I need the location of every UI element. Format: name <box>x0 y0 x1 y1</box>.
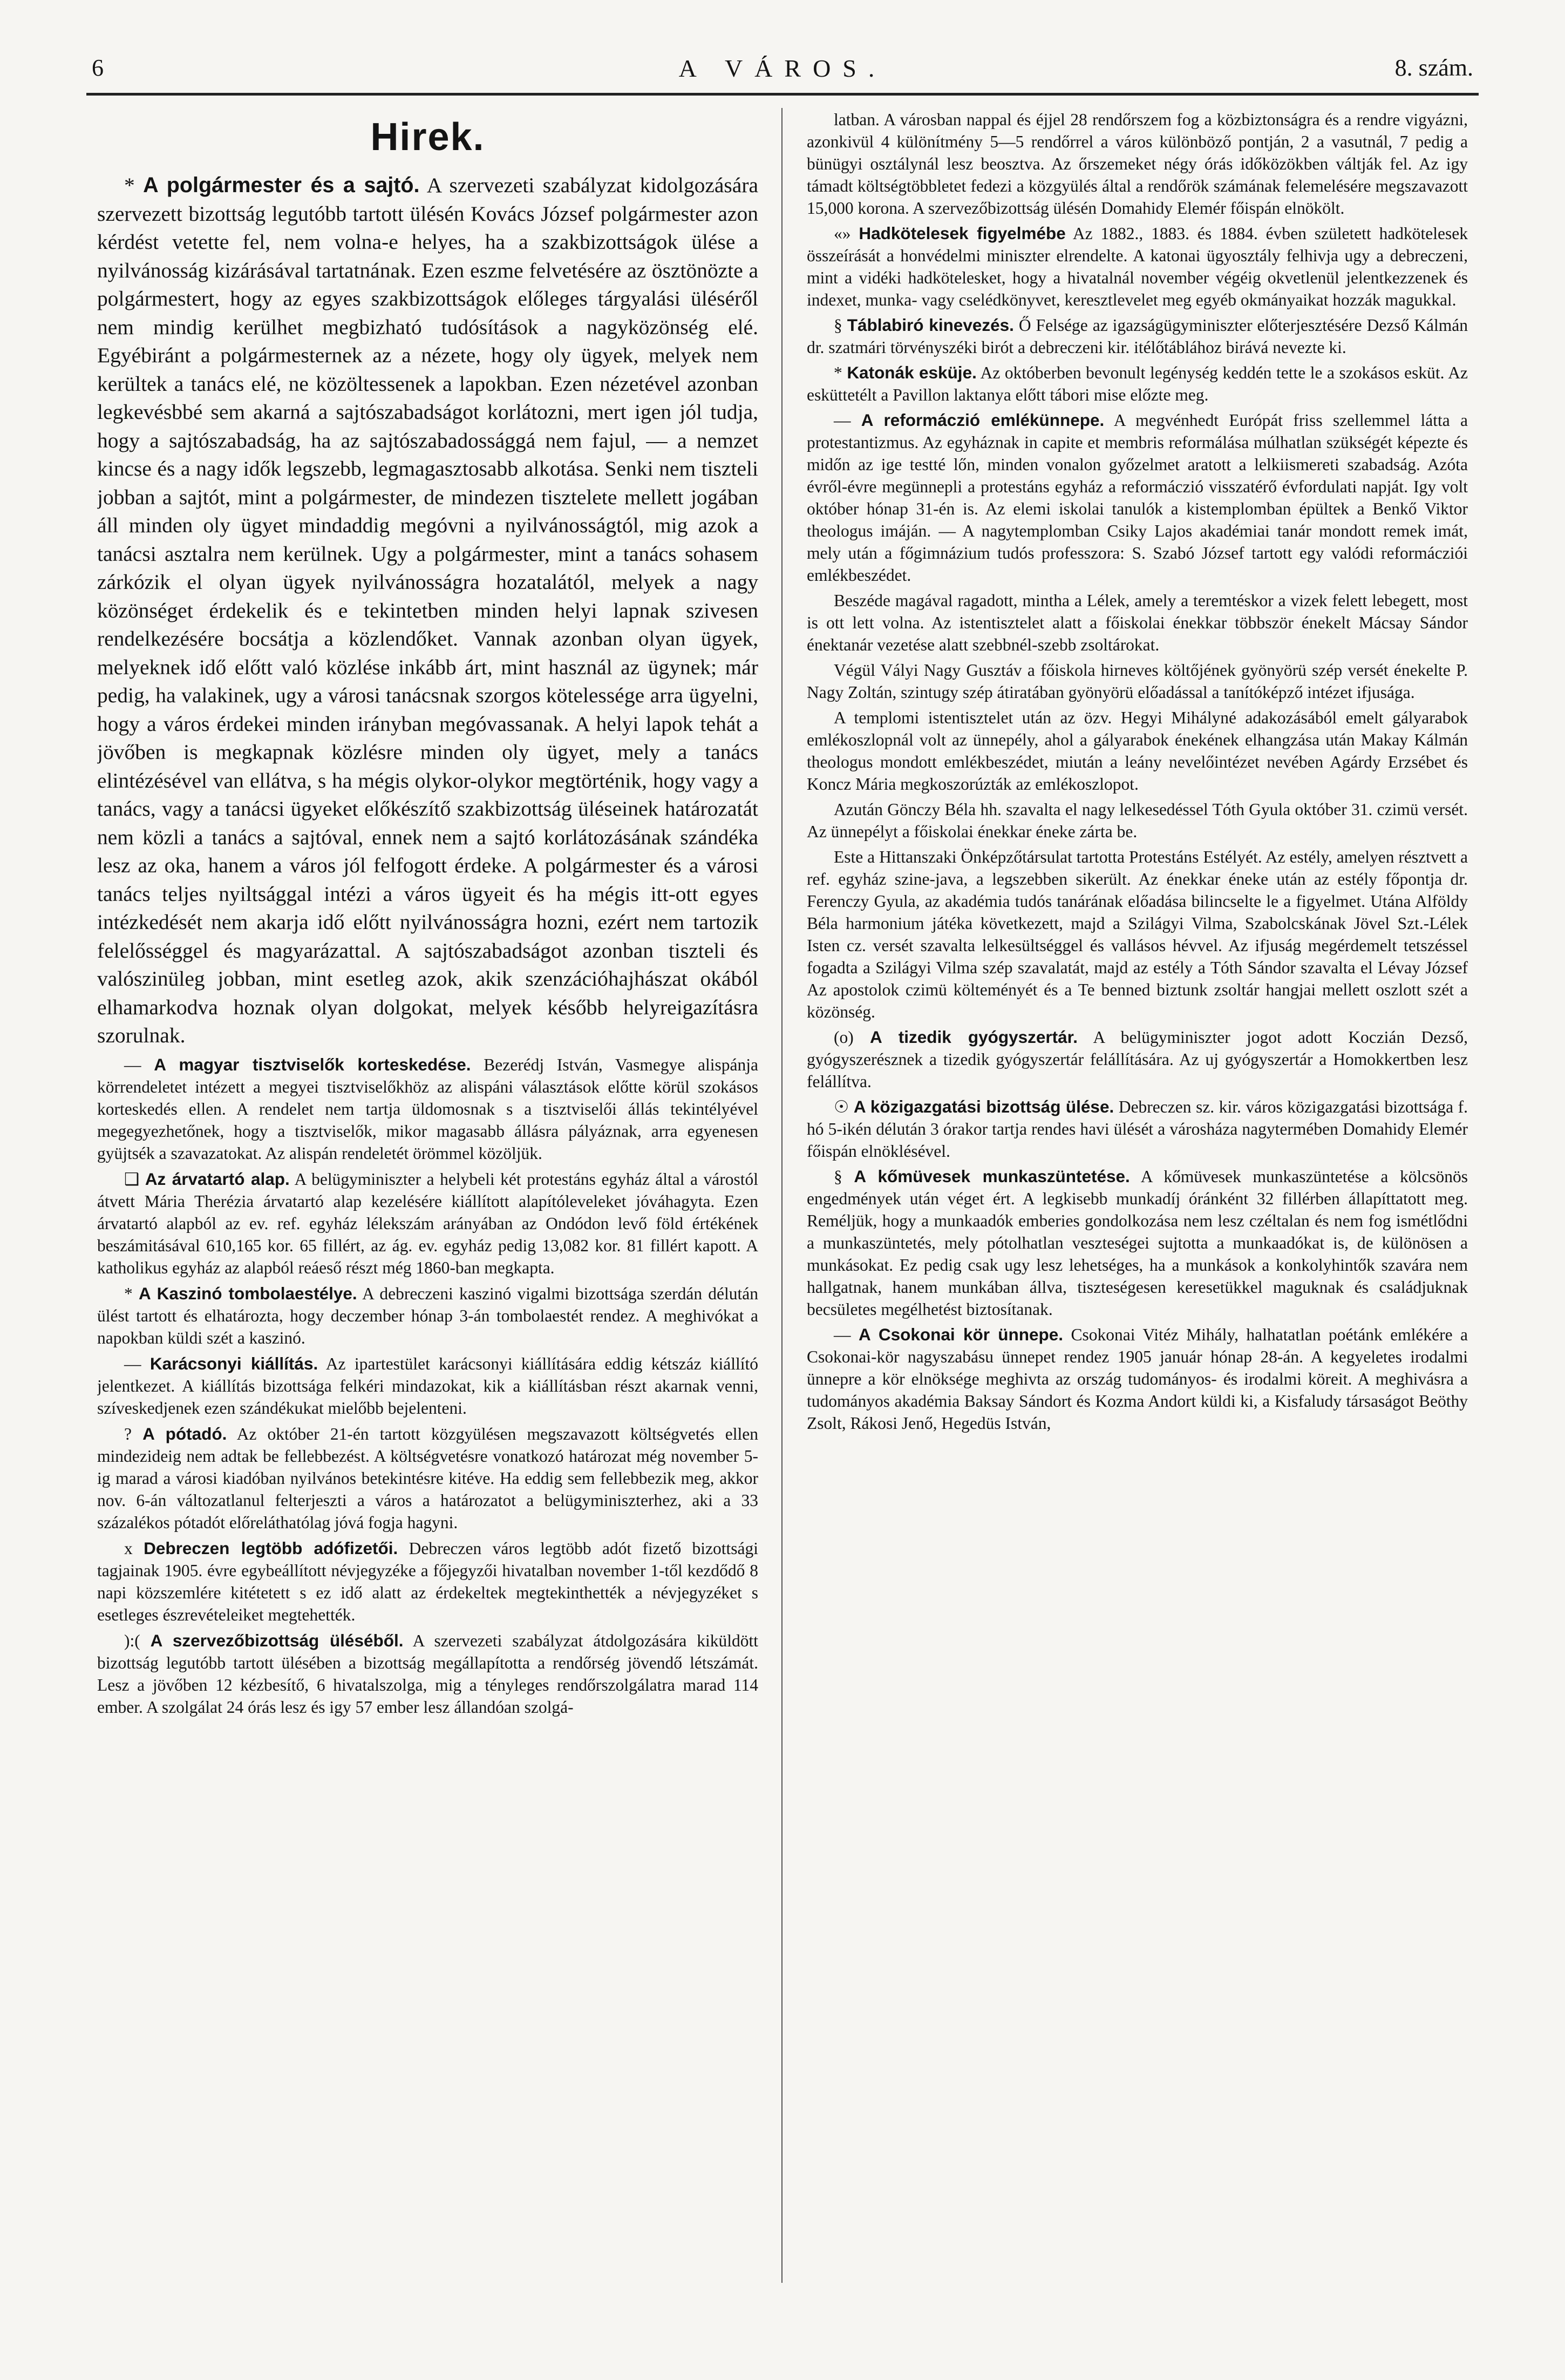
news-item <box>807 222 1468 311</box>
item-text: Debreczen sz. kir. város közigazgatási bizottsága f. hó 5-ikén délután 3 órakor tartja rendes havi ülését a városháza nagytermében Domahidy Elemér főispán elnöklésével. <box>807 1097 1468 1161</box>
item-title: A kőmüvesek munkaszüntetése. <box>854 1167 1130 1186</box>
item-mark: ):( <box>124 1631 140 1650</box>
news-item <box>807 409 1468 586</box>
left-column <box>97 105 758 2283</box>
news-item <box>97 1423 758 1534</box>
item-mark: ☉ <box>834 1097 849 1116</box>
item-text: Az ipartestület karácsonyi kiállítására eddig kétszáz kiállító jelentkezet. A kiállítás bizottsága felkéri mindazokat, kik a kiállításban részt akarnak venni, szíveskedjenek ezen szándékukat mielőbb bejelenteni. <box>97 1354 758 1418</box>
news-item <box>807 362 1468 406</box>
item-text: A szervezeti szabályzat kidolgozására szervezett bizottság legutóbb tartott ülésén Kovács József polgármester azon kérdést vetette fel, nem volna-e helyes, ha a szakbizottságok ülése a nyilvánosság kizárásával tartatnának. Ezen eszme felvetésére az ösztönözte a polgármestert, hogy az egyes szakbizottságok előleges tárgyalási üléséről nem mindig kerülhet megbizható tudósítások a nagyközönség elé. Egyébiránt a polgármesternek az a nézete, hogy oly ügyek, melyek nem kerültek a tanács elé, ne közöltessenek a lapokban. Ezen nézetével azonban legkevésbbé sem akarná a sajtószabadságot korlátozni, mert igen jól tudja, hogy a sajtószabadság, ha az sajtószabadossággá nem fajul, — a nemzet kincse és a nagy idők legszebb, legmagasztosabb alkotása. Senki nem tiszteli jobban a sajtót, mint a polgármester, de mindezen tisztelete mellett jogában áll minden oly ügyet mindaddig megóvni a nyilvánosságtól, mig azok a tanácsi asztalra nem kerülnek. Ugy a polgármester, mint a tanács sohasem zárkózik el olyan ügyek nyilvánosságra hozatalától, melyek a nagy közönséget érdekelik és e tekintetben minden helyi lapnak szivesen rendelkezésére bocsátja a közlendőket. Vannak azonban olyan ügyek, melyeknek idő előtt való közlése inkább árt, mint használ az ügynek; már pedig, ha valakinek, ugy a városi tanácsnak szorgos kötelessége arra ügyelni, hogy a város érdekei minden irányban megóvassanak. A helyi lapok tehát a jövőben is megkapnak közlésre minden oly ügyet, mely a tanács elintézésével van ellátva, s ha mégis olykor-olykor megtörténik, hogy vagy a tanács, vagy a tanácsi ügyeket előkészítő szakbizottság üléseinek határozatát nem közli a tanács a sajtóval, ennek nem a sajtó korlátozásának szándéka lesz az oka, hanem a város jól felfogott érdeke. A polgármester és a városi tanács teljes nyiltsággal intézi a város ügyeit és ha mégis itt-ott egyes intézkedését nem akarja idő előtt nyilvánosságra hozni, ezért nem tartozik felelősséggel és magyarázattal. A sajtószabadságot azonban tiszteli és valószinüleg jobban, mint esetleg azok, akik szenzációhajhászat okából elhamarkodva hoznak olyan dolgokat, melyek később helyreigazításra szorulnak. <box>97 173 758 1047</box>
news-item <box>807 1096 1468 1162</box>
item-title: A pótadó. <box>142 1423 227 1443</box>
item-mark: ❑ <box>124 1169 140 1189</box>
item-title: A szervezőbizottság üléséből. <box>150 1630 404 1650</box>
item-mark: — <box>124 1055 141 1074</box>
item-text: A kőmüvesek munkaszüntetése a kölcsönös engedmények után véget ért. A legkisebb munkadíj óránként 32 fillérben állapíttatott meg. Reméljük, hogy a munkaadók emberies gondolkozása nem lesz czéltalan és nem fog ismétlődni a munkaszüntetés, mely pótolhatlan veszteségei sujtotta a munkaadókat is, de különösen a munkásokat. Ez pedig csak ugy lesz lehetséges, ha a munkások a konkolyhintők szavára nem hallgatnak, hanem munkában állva, tiszteségesen keresetükkel maguknak és családjuknak becsületes megélhetést biztosítanak. <box>807 1167 1468 1319</box>
item-title: A magyar tisztviselők korteskedése. <box>154 1054 471 1074</box>
column-divider <box>781 108 782 2283</box>
item-mark: § <box>834 316 842 335</box>
newspaper-title: A VÁROS. <box>678 55 887 82</box>
news-item <box>97 1630 758 1718</box>
item-text: Csokonai Vitéz Mihály, halhatatlan poétánk emlékére a Csokonai-kör nagyszabásu ünnepet rendez 1905 január hónap 28-án. A kegyeletes irodalmi ünnepre a kör elnöksége meghivta az ország tudományos- és irodalmi köreit. A meghivásra a tudományos akadémia Baksay Sándort és Kozma Andort küldi ki, a Kisfaludy társaságot Beöthy Zsolt, Rákosi Jenő, Hegedüs István, <box>807 1325 1468 1433</box>
item-text: Végül Vályi Nagy Gusztáv a főiskola hirneves költőjének gyönyörü szép versét énekelte P. Nagy Zoltán, szintugy szép átiratában gyönyörü előadással a tanítóképző intézet ifjusága. <box>807 661 1468 702</box>
news-item <box>97 1537 758 1626</box>
item-title: A Kaszinó tombolaestélye. <box>138 1283 357 1303</box>
item-mark: * <box>834 363 842 382</box>
item-mark: ? <box>124 1424 132 1443</box>
page-header <box>81 49 1484 86</box>
item-mark: — <box>124 1354 141 1373</box>
item-title: Karácsonyi kiállítás. <box>149 1353 318 1373</box>
item-mark: * <box>124 1284 133 1303</box>
item-text: A templomi istentisztelet után az özv. Hegyi Mihályné adakozásából emelt gályarabok emlékoszlopnál volt az ünnepély, ahol a gályarabok énekének elhangzása után Makay Kálmán theologus mondott emlékbeszédet, miután a leány nevelőintézet nevében Agárdy Erzsébet és Koncz Mária megkoszorúzták az emlékoszlopot. <box>807 708 1468 794</box>
news-item <box>807 1026 1468 1093</box>
item-title: A tizedik gyógyszertár. <box>870 1027 1078 1047</box>
header-rule <box>86 93 1479 96</box>
item-text: A megvénhedt Európát friss szellemmel látta a protestantizmus. Az egyháznak in capite et membris reformálása múlhatlan szükségét képezte és midőn az ige testté lőn, minden vonalon győzelmet aratott a lelkiismereti szabadság. Azóta évről-évre megünnepli a protestáns egyház a reformáczió visszatérő évfordulati napját. Igy volt október hónap 31-én is. Az elemi iskolai tanulók a kistemplomban épültek a Benkő Viktor theologus imáján. — A nagytemplomban Csiky Lajos akadémiai tanár mondott remek imát, mely után a főgimnázium tudós professzora: S. Szabó József tartott egy valódi reformácziói emlékbeszédet. <box>807 411 1468 585</box>
news-item <box>807 314 1468 358</box>
item-title: A közigazgatási bizottság ülése. <box>853 1097 1114 1116</box>
news-item <box>807 798 1468 843</box>
item-text: Azután Gönczy Béla hh. szavalta el nagy lelkesedéssel Tóth Gyula október 31. czimü versét. Az ünnepélyt a főiskolai énekkar éneke zárta be. <box>807 800 1468 841</box>
item-text: Beszéde magával ragadott, mintha a Lélek, amely a teremtéskor a vizek felett lebegett, most is ott lett volna. Az istentisztelet alatt a főiskolai énekkar többször énekelt Mácsay Sándor énektanár vezetése alatt szebbnél-szebb zsoltárokat. <box>807 591 1468 654</box>
item-text: Az október 21-én tartott közgyülésen megszavazott költségvetés ellen mindezideig nem adtak be fellebbezést. A költségvetésre vonatkozó határozat még november 5-ig marad a városi kiadóban nyilvános betekintésre kitéve. Ha eddig sem fellebbezik meg, akkor nov. 6-án változatlanul felterjeszti a város a határozatot a belügyminiszterhez, aki a 33 százalékos pótadót előreláthatólag jóvá fogja hagyni. <box>97 1424 758 1532</box>
item-text: A belügyminiszter jogot adott Koczián Dezső, gyógyszerésznek a tizedik gyógyszertár felállítására. Az uj gyógyszertár a Homokkertben lesz felállítva. <box>807 1028 1468 1091</box>
item-text: latban. A városban nappal és éjjel 28 rendőrszem fog a közbiztonságra és a rendre vigyázni, azonkivül 4 különítmény 5—5 rendőrrel a város különböző pontján, 2 a vasutnál, 7 pedig a bünügyi osztálynál lesz beosztva. Az őrszemeket négy órás időközökben váltják fel. Az igy támadt költségtöbbletet fedezi a közgyülés által a rendőrök számának felemelésére megszavazott 15,000 korona. A szervezőbizottság ülésén Domahidy Elemér főispán elnökölt. <box>807 110 1468 218</box>
item-mark: «» <box>834 224 851 243</box>
item-title: A reformáczió emlékünnepe. <box>861 410 1105 430</box>
item-text: A belügyminiszter a helybeli két protestáns egyház által a várostól átvett Mária Therézia árvatartó alap kezelésére kiállított alapítóleveleket jóváhagyta. Ezen árvatartó alapból az ev. ref. egyház lélekszám arányában az Ondódon levő föld értékének beszámitásával 610,165 kor. 65 fillért, az ág. ev. egyház pedig 13,082 kor. 81 fillért kapott. A katholikus egyház az alapból reáeső részt még 1860-ban megkapta. <box>97 1169 758 1277</box>
news-item <box>807 589 1468 656</box>
item-mark: x <box>124 1538 133 1558</box>
item-title: Táblabiró kinevezés. <box>847 315 1014 335</box>
news-item <box>807 1324 1468 1434</box>
news-item <box>97 1168 758 1279</box>
item-title: Katonák esküje. <box>847 363 977 382</box>
section-title: Hirek. <box>370 116 485 159</box>
item-text: Az 1882., 1883. és 1884. évben született hadkötelesek összeírását a honvédelmi miniszter elrendelte. A katonai ügyosztály felhivja ugy a debreczeni, mint a vidéki hadkötelesket, hogy a hivatalnál november végéig okvetlenül jelentkezzenek és indexet, munka- vagy cselédkönyvet, keresztlevelet meg egyéb okmányaikat hozzák magukkal. <box>807 224 1468 309</box>
news-item <box>807 846 1468 1023</box>
item-title: Hadkötelesek figyelmébe <box>859 223 1066 243</box>
item-text: Az októberben bevonult legénység keddén tette le a szokásos esküt. Az esküttetélt a Pavillon laktanya előtt tábori mise előzte meg. <box>807 363 1468 404</box>
item-mark: * <box>124 173 135 197</box>
item-title: A polgármester és a sajtó. <box>143 173 420 197</box>
item-text: A szervezeti szabályzat átdolgozására kiküldött bizottság legutóbb tartott ülésében a bizottság megállapította a rendőrség jövendő létszámát. Lesz a jövőben 12 kézbesítő, 6 hivatalszolga, mig a tényleges rendőrszolgálatra marad 114 ember. A szolgálat 24 órás lesz és igy 57 ember lesz állandóan szolgá- <box>97 1631 758 1717</box>
item-text: Bezerédj István, Vasmegye alispánja körrendeletet intézett a megyei tisztviselőkhöz az alispáni választások előtte körül szokásos korteskedés ellen. A rendelet nem tartja üldomosnak s a tisztviselői állás tekintélyével megegyezhetőnek, hogy a tisztviselők, mikor magasabb állásra pályáznak, arra egyenesen gyüjtsék a szavazatokat. Az alispán rendeletét örömmel közöljük. <box>97 1055 758 1163</box>
news-item <box>807 109 1468 219</box>
item-mark: — <box>834 1325 851 1344</box>
news-item <box>807 659 1468 703</box>
news-item <box>97 171 758 1050</box>
page-number: 6 <box>92 55 104 81</box>
item-text: Ő Felsége az igazságügyminiszter előterjesztésére Dezső Kálmán dr. szatmári törvényszéki birót a debreczeni kir. itélőtáblához birává nevezte ki. <box>807 316 1468 357</box>
item-text: Este a Hittanszaki Önképzőtársulat tartotta Protestáns Estélyét. Az estély, amelyen résztvett a ref. egyház szine-java, a legszebben sikerült. Az énekkar éneke után az estély főpontja dr. Ferenczy Gyula, az akadémia tudós tanárának előadása bilincselte le a figyelmet. Utána Alföldy Béla harmonium játéka következett, majd a Szilágyi Vilma, Szabolcskának Jövel Szt.-Lélek Isten cz. versét szavalta lelkesültséggel és vallásos hévvel. Az ifjuság megérdemelt tetszéssel fogadta a Szilágyi Vilma szép szavalatát, majd az estély a Tóth Sándor szavalta el Lévay József Az apostolok czimü költeményét és a Te benned biztunk zsoltár hangjai mellett oszlott szét a közönség. <box>807 847 1468 1021</box>
item-title: Az árvatartó alap. <box>145 1169 290 1189</box>
news-item <box>97 1054 758 1164</box>
item-text: A debreczeni kaszinó vigalmi bizottsága szerdán délután ülést tartott és elhatározta, hogy deczember hónap 3-án tombolaestét rendez. A meghivókat a napokban küldi szét a kaszinó. <box>97 1284 758 1347</box>
news-item <box>807 1165 1468 1320</box>
issue-number: 8. szám. <box>1394 55 1473 81</box>
item-title: A Csokonai kör ünnepe. <box>858 1325 1064 1344</box>
item-title: Debreczen legtöbb adófizetői. <box>144 1538 398 1558</box>
right-column <box>807 105 1468 2283</box>
news-item <box>807 707 1468 795</box>
item-mark: § <box>834 1167 842 1186</box>
news-item <box>97 1353 758 1419</box>
item-text: Debreczen város legtöbb adót fizető bizottsági tagjainak 1905. évre egybeállított névjegyzéke a főjegyzői hivatalban november 1-től kezdődő 8 napi közszemlére kitétetett s ez idő alatt az érdekeltek megtekinthették a névjegyzéket s esetleges észrevételeiket megtehették. <box>97 1538 758 1624</box>
item-mark: (o) <box>834 1028 854 1047</box>
item-mark: — <box>834 411 851 430</box>
news-item <box>97 1283 758 1349</box>
